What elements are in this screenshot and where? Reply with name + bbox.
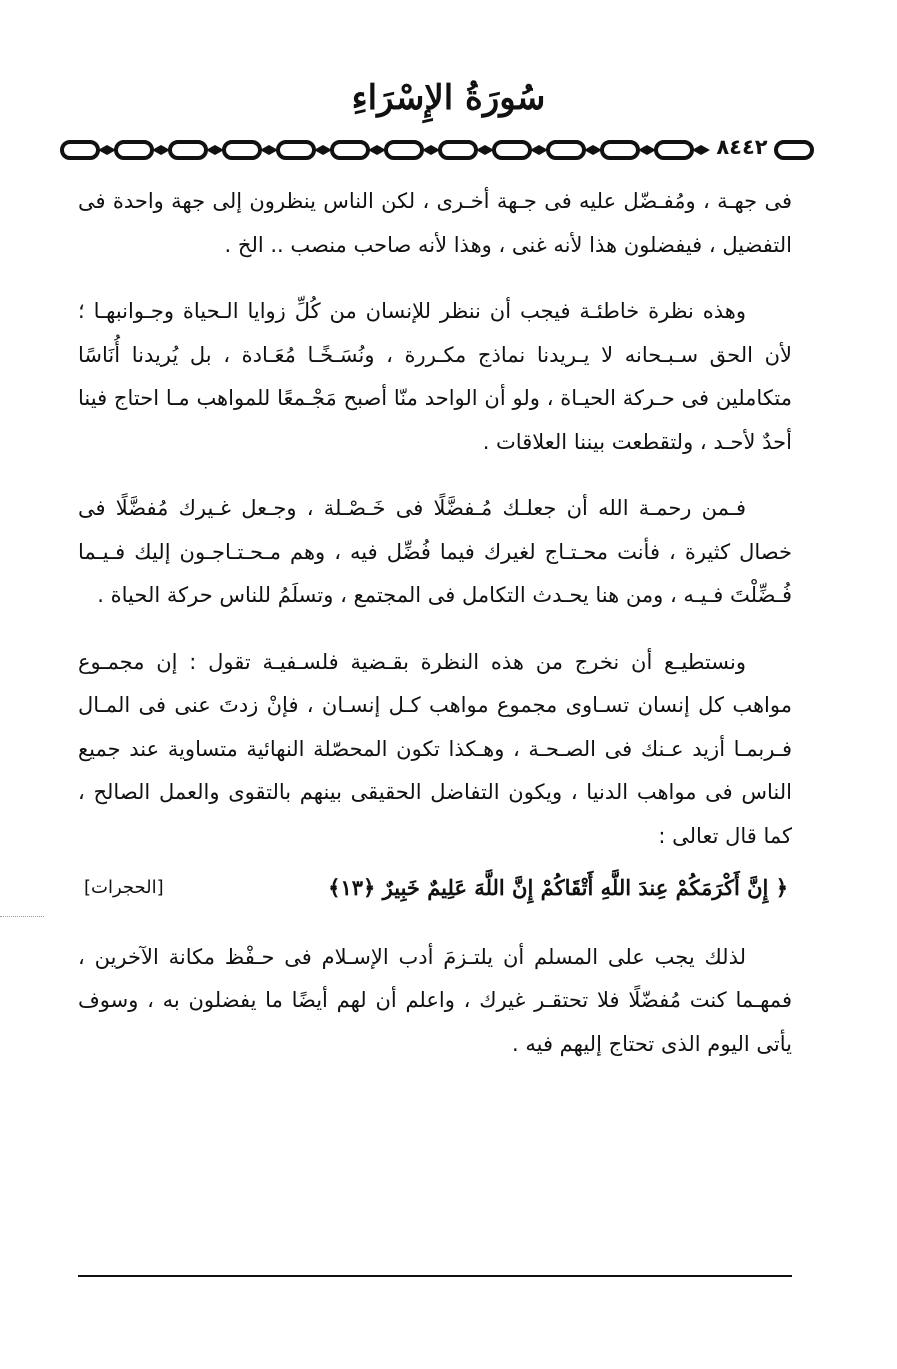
page-number: ٨٤٤٢ — [712, 132, 772, 162]
paragraph: وهذه نظرة خاطئـة فيجب أن ننظر للإنسان من كُلِّ زوايا الـحياة وجـوانبهـا ؛ لأن الحق سـبـحانه لا يـريدنا نماذج مكـررة ، ونُسَـخًـا مُعَـادة ، بل يُريدنا أُنَاسًا متكاملين فى حـركة الحيـاة ، ولو أن الواحد منّا أصبح مَجْـمعًا للمواهب مـا احتاج فينا أحدٌ لأحـد ، ولتقطعت بيننا العلاقات . — [78, 299, 792, 454]
footer-rule — [78, 1275, 792, 1277]
main-text — [78, 180, 792, 1089]
paragraph: لذلك يجب على المسلم أن يلتـزمَ أدب الإسـلام فى حـفْظ مكانة الآخرين ، فمهـما كنت مُفضّلًا فلا تحتقـر غيرك ، واعلم أن لهم أيضًا ما يفضلون به ، وسوف يأتى اليوم الذى تحتاج إليهم فيه . — [78, 944, 792, 1056]
quran-verse — [78, 866, 792, 910]
paragraph: فـمن رحمـة الله أن جعلـك مُـفضَّلًا فى خَـصْـلة ، وجـعل غـيرك مُفضَّلًا فى خصال كثيرة ، فأنت محـتـاج لغيرك فيما فُضِّل فيه ، وهم مـحـتـاجـون إليك فـيـما فُـضِّلْتَ فـيـه ، ومن هنا يحـدث التكامل فى المجتمع ، وتسلَمُ للناس حركة الحياة . — [78, 496, 792, 607]
ornamental-border — [58, 132, 818, 168]
paragraph: ونستطيـع أن نخرج من هذه النظرة بقـضية فلسـفيـة تقول : إن مجمـوع مواهب كل إنسان تسـاوى مجموع مواهب كـل إنسـان ، فإنْ زدتَ عنى فى المـال فـربمـا أزيد عـنك فى الصـحـة ، وهـكذا تكون المحصّلة النهائية متساوية عند جميع الناس فى مواهب الدنيا ، ويكون التفاضل الحقيقى بينهم بالتقوى والعمل الصالح ، كما قال تعالى : — [78, 649, 792, 848]
surah-title: سُورَةُ الإِسْرَاءِ — [351, 78, 546, 118]
margin-mark — [0, 916, 44, 917]
verse-text: ﴿ إِنَّ أَكْرَمَكُمْ عِندَ اللَّهِ أَتْقَاكُمْ إِنَّ اللَّهَ عَلِيمٌ خَبِيرٌ ﴿١٣﴾ — [328, 875, 788, 900]
verse-reference: [الحجرات] — [84, 877, 164, 898]
paragraph: فى جهـة ، ومُفـضّل عليه فى جـهة أخـرى ، لكن الناس ينظرون إلى جهة واحدة فى التفضيل ، فيفضلون هذا لأنه غنى ، وهذا لأنه صاحب منصب .. الخ . — [78, 189, 792, 257]
